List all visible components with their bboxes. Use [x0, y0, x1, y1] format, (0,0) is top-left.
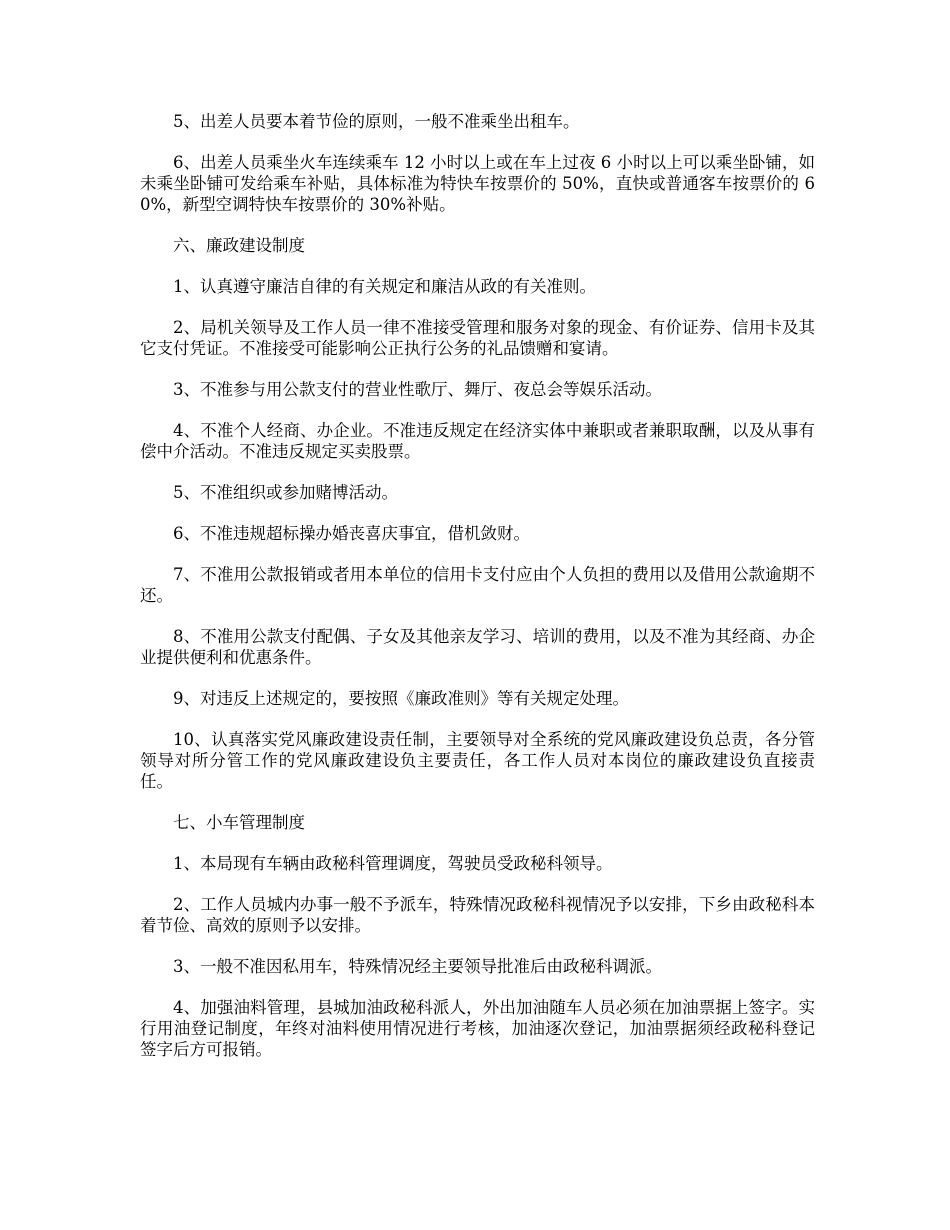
paragraph-integrity-1: 1、认真遵守廉洁自律的有关规定和廉洁从政的有关准则。 [173, 277, 596, 296]
paragraph-integrity-9: 9、对违反上述规定的，要按照《廉政准则》等有关规定处理。 [173, 689, 629, 708]
paragraph-integrity-10: 10、认真落实党风廉政建设责任制，主要领导对全系统的党风廉政建设负总责，各分管领导对所分管工作的党风廉政建设负主要责任，各工作人员对本岗位的廉政建设负直接责任。 [140, 730, 815, 791]
paragraph-vehicle-2: 2、工作人员城内办事一般不予派车，特殊情况政秘科视情况予以安排，下乡由政秘科本着节俭、高效的原则予以安排。 [140, 895, 815, 935]
paragraph-vehicle-3: 3、一般不准因私用车，特殊情况经主要领导批准后由政秘科调派。 [173, 957, 662, 976]
paragraph-integrity-3: 3、不准参与用公款支付的营业性歌厅、舞厅、夜总会等娱乐活动。 [173, 380, 662, 399]
section-heading-integrity: 六、廉政建设制度 [173, 236, 305, 255]
document-page [140, 111, 815, 1080]
paragraph-travel-taxi-rule: 5、出差人员要本着节俭的原则，一般不准乘坐出租车。 [173, 112, 580, 131]
section-heading-vehicle: 七、小车管理制度 [173, 813, 305, 832]
paragraph-integrity-2: 2、局机关领导及工作人员一律不准接受管理和服务对象的现金、有价证券、信用卡及其它支付凭证。不准接受可能影响公正执行公务的礼品馈赠和宴请。 [140, 318, 815, 358]
paragraph-integrity-7: 7、不准用公款报销或者用本单位的信用卡支付应由个人负担的费用以及借用公款逾期不还。 [140, 565, 815, 605]
paragraph-train-sleeper-rule: 6、出差人员乘坐火车连续乘车 12 小时以上或在车上过夜 6 小时以上可以乘坐卧铺，如未乘坐卧铺可发给乘车补贴，具体标准为特快车按票价的 50%，直快或普通客车按票价的 60%，新型空调特快车按票价的 30%补贴。 [140, 153, 815, 214]
paragraph-integrity-6: 6、不准违规超标操办婚丧喜庆事宜，借机敛财。 [173, 524, 530, 543]
paragraph-vehicle-1: 1、本局现有车辆由政秘科管理调度，驾驶员受政秘科领导。 [173, 854, 613, 873]
paragraph-integrity-8: 8、不准用公款支付配偶、子女及其他亲友学习、培训的费用，以及不准为其经商、办企业提供便利和优惠条件。 [140, 627, 815, 667]
paragraph-integrity-5: 5、不准组织或参加赌博活动。 [173, 483, 398, 502]
paragraph-integrity-4: 4、不准个人经商、办企业。不准违反规定在经济实体中兼职或者兼职取酬，以及从事有偿中介活动。不准违反规定买卖股票。 [140, 421, 815, 461]
paragraph-vehicle-4: 4、加强油料管理，县城加油政秘科派人，外出加油随车人员必须在加油票据上签字。实行用油登记制度，年终对油料使用情况进行考核，加油逐次登记，加油票据须经政秘科登记签字后方可报销。 [140, 998, 815, 1059]
